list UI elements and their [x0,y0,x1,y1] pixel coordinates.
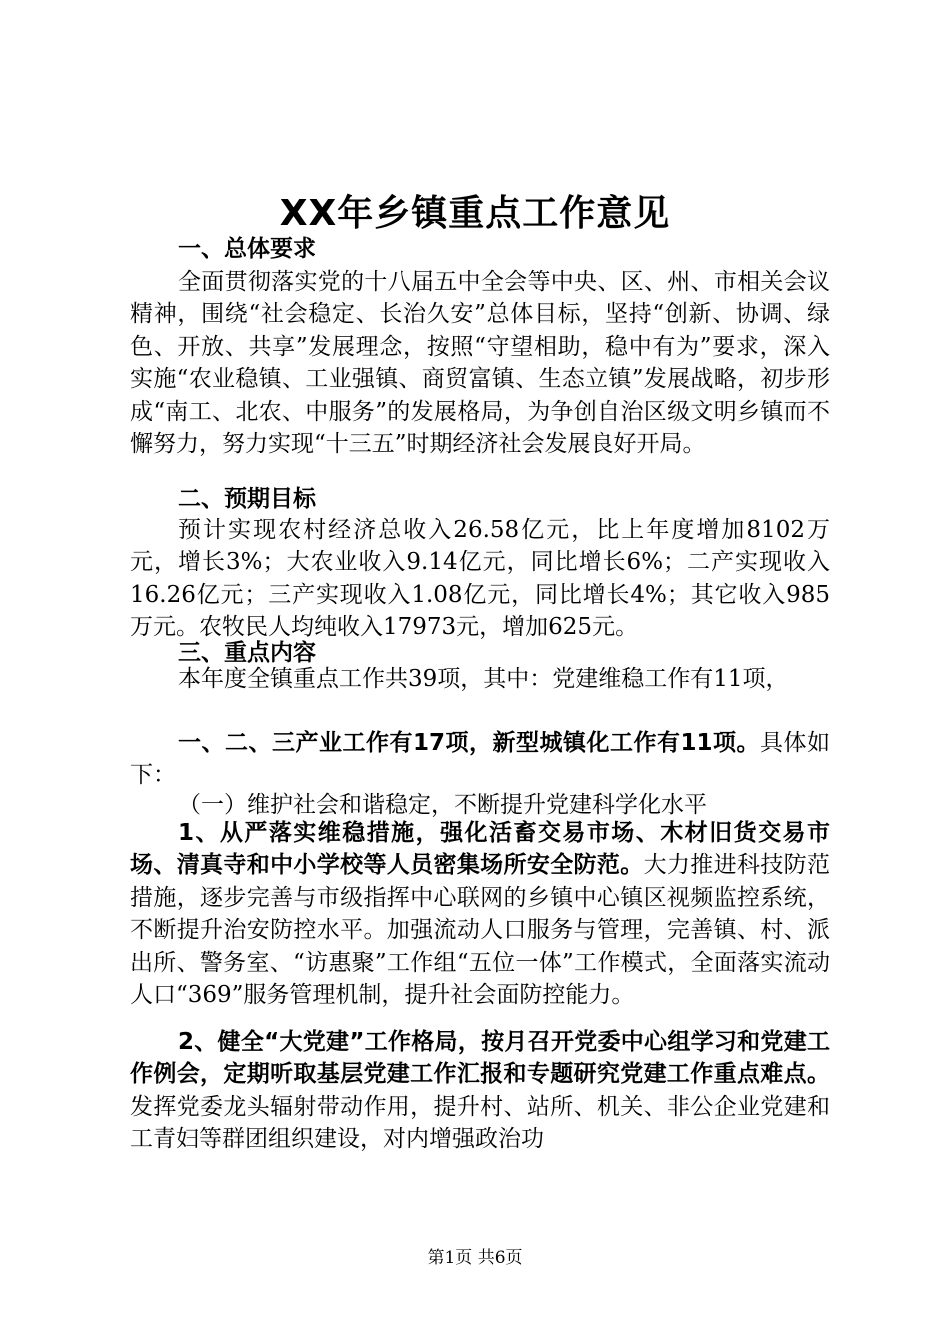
paragraph-key-content: 本年度全镇重点工作共39项，其中：党建维稳工作有11项， [178,666,789,692]
item-2-bold-text: 2、健全“大党建”工作格局，按月召开党委中心组学习和党建工作例会，定期听取基层党建工作汇报和专题研究党建工作重点难点。 [130,1029,830,1088]
section-heading-overall-requirements: 一、总体要求 [178,236,316,262]
item-1-bold-text: 1、从严落实维稳措施，强化活畜交易市场、木材旧货交易市场、清真寺和中小学校等人员密集场所安全防范。 [130,820,830,879]
subsection-heading-social-stability: （一）维护社会和谐稳定，不断提升党建科学化水平 [178,792,707,818]
document-title: XX年乡镇重点工作意见 [279,193,671,234]
paragraph-item-1 [130,817,830,1011]
industry-summary-bold-text: 一、二、三产业工作有17项，新型城镇化工作有11项。 [178,730,760,756]
item-2-text: 发挥党委龙头辐射带动作用，提升村、站所、机关、非公企业党建和工青妇等群团组织建设，对内增强政治功 [130,1093,830,1153]
industry-summary-text: 具体如下： [130,730,830,789]
paragraph-industry-summary [130,727,830,792]
section-heading-expected-goals: 二、预期目标 [178,486,316,512]
paragraph-overall-requirements: 全面贯彻落实党的十八届五中全会等中央、区、州、市相关会议精神，围绕“社会稳定、长治久安”总体目标，坚持“创新、协调、绿色、开放、共享”发展理念，按照“守望相助，稳中有为”要求，深入实施“农业稳镇、工业强镇、商贸富镇、生态立镇”发展战略，初步形成“南工、北农、中服务”的发展格局，为争创自治区级文明乡镇而不懈努力，努力实现“十三五”时期经济社会发展良好开局。 [130,269,830,458]
page-footer: 第1页 共6页 [427,1248,523,1268]
paragraph-item-2 [130,1026,830,1156]
section-heading-key-content: 三、重点内容 [178,640,316,666]
item-1-text: 大力推进科技防范措施，逐步完善与市级指挥中心联网的乡镇中心镇区视频监控系统，不断提升治安防控水平。加强流动人口服务与管理，完善镇、村、派出所、警务室、“访惠聚”工作组“五位一体”工作模式，全面落实流动人口“369”服务管理机制，提升社会面防控能力。 [130,852,831,1009]
paragraph-expected-goals: 预计实现农村经济总收入26.58亿元，比上年度增加8102万元，增长3%；大农业收入9.14亿元，同比增长6%；二产实现收入16.26亿元；三产实现收入1.08亿元，同比增长4%；其它收入985万元。农牧民人均纯收入17973元，增加625元。 [130,517,830,641]
